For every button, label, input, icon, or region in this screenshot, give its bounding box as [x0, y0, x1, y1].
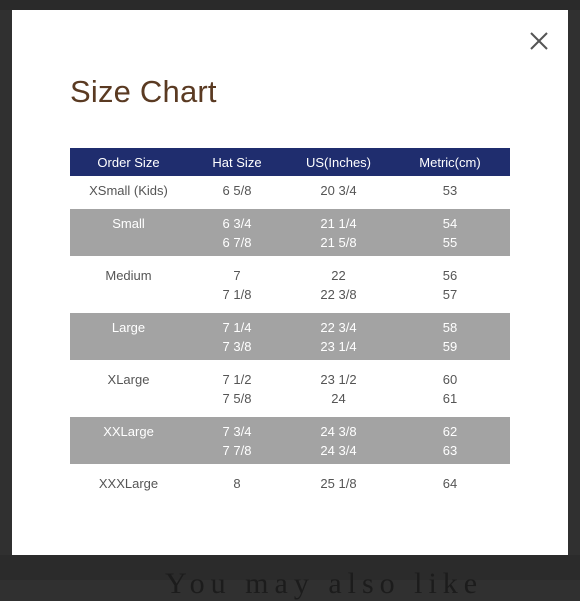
metric-cm-value: 56 — [442, 267, 458, 283]
hat-size-cell — [187, 176, 287, 204]
us-inches-value: 23 1/2 — [320, 371, 357, 387]
metric-cm-value: 55 — [442, 235, 458, 250]
us-inches-cell — [287, 469, 390, 497]
us-inches-cell — [287, 261, 390, 308]
order-size-cell — [70, 365, 187, 412]
hat-size-cell — [187, 365, 287, 412]
hat-size-value: 7 1/2 — [222, 371, 252, 387]
header-metric-cm: Metric(cm) — [390, 148, 510, 176]
order-size-cell — [70, 176, 187, 204]
header-order-size: Order Size — [70, 148, 187, 176]
metric-cm-cell — [390, 469, 510, 497]
size-chart-table — [70, 148, 510, 496]
metric-cm-cell — [390, 365, 510, 412]
metric-cm-cell — [390, 176, 510, 204]
hat-size-value: 7 1/4 — [222, 319, 252, 335]
us-inches-cell — [287, 209, 390, 256]
us-inches-value: 23 1/4 — [320, 339, 357, 354]
hat-size-value: 7 3/8 — [222, 339, 252, 354]
order-size-label: XXXLarge — [98, 475, 159, 491]
header-hat-size: Hat Size — [187, 148, 287, 176]
us-inches-value: 21 1/4 — [320, 215, 357, 231]
us-inches-value: 24 3/8 — [320, 423, 357, 439]
table-header-row — [70, 148, 510, 176]
hat-size-value: 7 3/4 — [222, 423, 252, 439]
table-row — [70, 209, 510, 256]
modal-title: Size Chart — [70, 74, 217, 109]
backdrop-top — [0, 0, 580, 10]
table-row — [70, 261, 510, 308]
us-inches-cell — [287, 313, 390, 360]
order-size-label: XLarge — [107, 371, 150, 387]
hat-size-value: 8 — [233, 475, 241, 491]
metric-cm-value: 58 — [442, 319, 458, 335]
hat-size-value: 6 7/8 — [222, 235, 252, 250]
metric-cm-cell — [390, 313, 510, 360]
table-row — [70, 313, 510, 360]
order-size-cell — [70, 261, 187, 308]
metric-cm-cell — [390, 209, 510, 256]
metric-cm-cell — [390, 417, 510, 464]
us-inches-value: 20 3/4 — [320, 183, 357, 198]
metric-cm-value: 61 — [442, 391, 458, 406]
hat-size-value: 6 5/8 — [222, 183, 252, 198]
table-row — [70, 469, 510, 497]
metric-cm-cell — [390, 261, 510, 308]
us-inches-value: 24 3/4 — [320, 443, 357, 458]
hat-size-value: 7 1/8 — [222, 287, 252, 302]
order-size-cell — [70, 313, 187, 360]
us-inches-value: 21 5/8 — [320, 235, 357, 250]
backdrop-bottom — [0, 555, 580, 600]
order-size-label: Small — [112, 215, 145, 231]
header-us-inches: US(Inches) — [287, 148, 390, 176]
background-heading: You may also like — [165, 567, 484, 600]
order-size-cell — [70, 417, 187, 464]
metric-cm-value: 54 — [442, 215, 458, 231]
us-inches-value: 22 3/4 — [320, 319, 357, 335]
hat-size-cell — [187, 417, 287, 464]
metric-cm-value: 64 — [442, 475, 458, 491]
order-size-label: XSmall (Kids) — [89, 183, 168, 198]
metric-cm-value: 63 — [442, 443, 458, 458]
us-inches-cell — [287, 417, 390, 464]
hat-size-value: 7 5/8 — [222, 391, 252, 406]
table-body — [70, 176, 510, 496]
close-button[interactable] — [528, 30, 550, 52]
us-inches-value: 25 1/8 — [320, 475, 357, 491]
table-row — [70, 365, 510, 412]
us-inches-value: 22 — [331, 267, 346, 283]
size-chart-modal — [12, 10, 568, 555]
order-size-cell — [70, 469, 187, 497]
table-row — [70, 417, 510, 464]
order-size-label: Medium — [105, 267, 152, 283]
metric-cm-value: 57 — [442, 287, 458, 302]
hat-size-value: 6 3/4 — [222, 215, 252, 231]
hat-size-value: 7 — [233, 267, 241, 283]
hat-size-cell — [187, 313, 287, 360]
metric-cm-value: 59 — [442, 339, 458, 354]
hat-size-cell — [187, 261, 287, 308]
hat-size-cell — [187, 469, 287, 497]
order-size-cell — [70, 209, 187, 256]
order-size-label: XXLarge — [103, 423, 154, 439]
table-row — [70, 176, 510, 204]
hat-size-cell — [187, 209, 287, 256]
us-inches-cell — [287, 365, 390, 412]
metric-cm-value: 60 — [442, 371, 458, 387]
close-icon — [528, 30, 550, 52]
us-inches-cell — [287, 176, 390, 204]
hat-size-value: 7 7/8 — [222, 443, 252, 458]
metric-cm-value: 53 — [442, 183, 458, 198]
order-size-label: Large — [111, 319, 146, 335]
metric-cm-value: 62 — [442, 423, 458, 439]
us-inches-value: 22 3/8 — [320, 287, 357, 302]
us-inches-value: 24 — [331, 391, 346, 406]
